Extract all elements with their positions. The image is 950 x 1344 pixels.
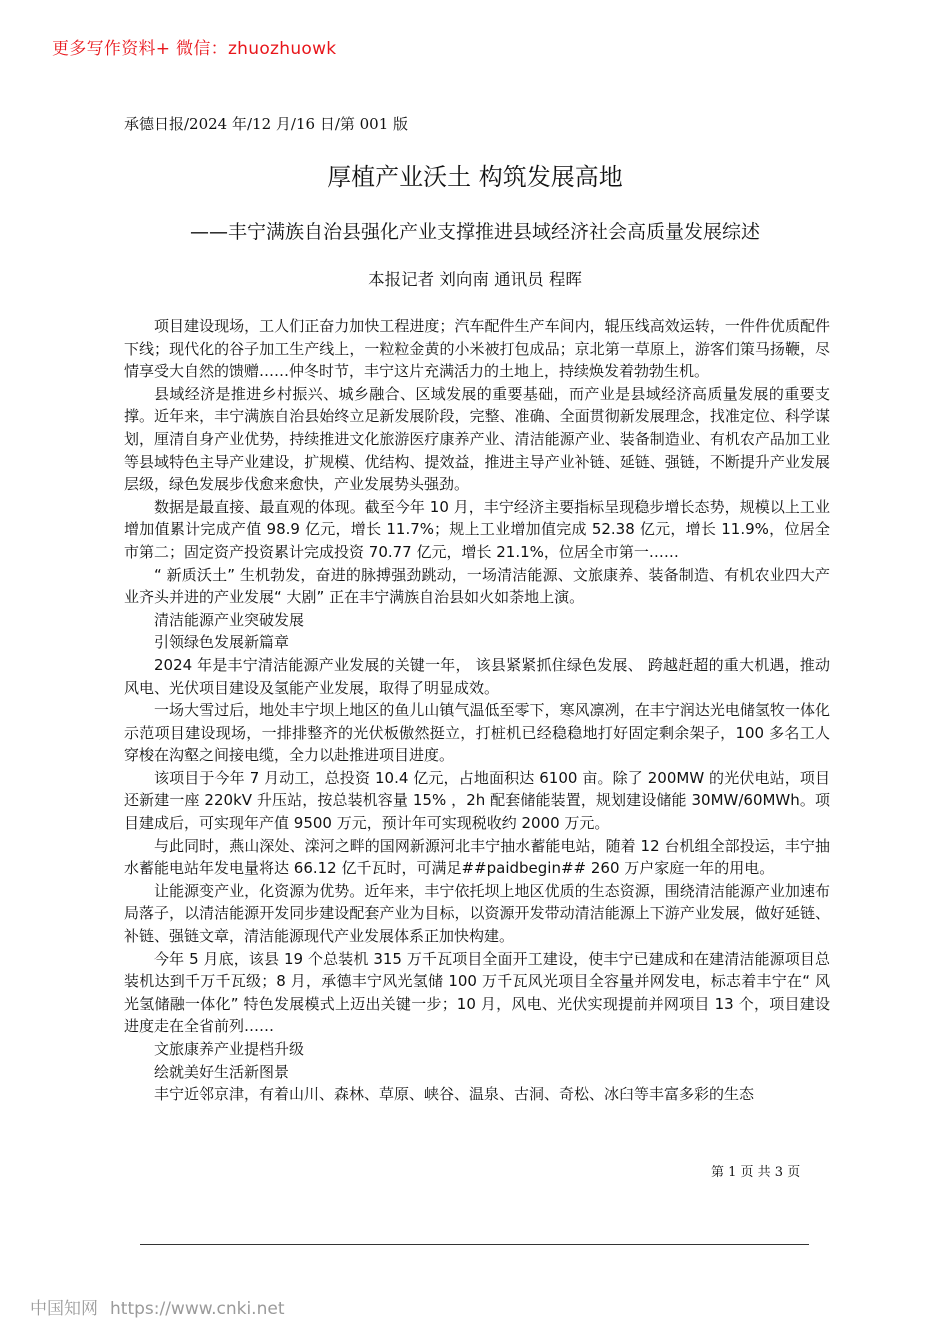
article-title: 厚植产业沃土 构筑发展高地 <box>327 163 623 191</box>
paragraph: 一场大雪过后，地处丰宁坝上地区的鱼儿山镇气温低至零下，寒风凛冽，在丰宁润达光电储氢牧一体化示范项目建设现场，一排排整齐的光伏板傲然挺立，打桩机已经稳稳地打好固定剩余架子，100 多名工人穿梭在沟壑之间接电缆，全力以赴推进项目进度。 <box>124 701 830 765</box>
paragraph: 2024 年是丰宁清洁能源产业发展的关键一年， 该县紧紧抓住绿色发展、 跨越赶超的重大机遇，推动风电、光伏项目建设及氢能产业发展，取得了明显成效。 <box>124 655 830 697</box>
footer-brand: 中国知网 <box>30 1299 98 1319</box>
footer-divider <box>140 1244 809 1245</box>
article-subtitle: ——丰宁满族自治县强化产业支撑推进县域经济社会高质量发展综述 <box>189 221 760 243</box>
page-number: 第 1 页 共 3 页 <box>711 1165 801 1180</box>
paragraph: 丰宁近邻京津，有着山川、森林、草原、峡谷、温泉、古洞、奇松、冰臼等丰富多彩的生态 <box>154 1085 755 1104</box>
paragraph: 今年 5 月底，该县 19 个总装机 315 万千瓦项目全面开工建设，使丰宁已建成和在建清洁能源项目总装机达到千万千瓦级；8 月，承德丰宁风光氢储 100 万千瓦风光项目全容量并网发电，标志着丰宁在“ 风光氢储融一体化” 特色发展模式上迈出关键一步；10 月，风电、光伏实现提前并网项目 13 个，项目建设进度走在全省前列…… <box>124 949 830 1036</box>
paragraph: 项目建设现场，工人们正奋力加快工程进度；汽车配件生产车间内，辊压线高效运转，一件件优质配件下线；现代化的谷子加工生产线上，一粒粒金黄的小米被打包成品；京北第一草原上，游客们策马扬鞭，尽情享受大自然的馈赠……仲冬时节，丰宁这片充满活力的土地上，持续焕发着勃勃生机。 <box>124 317 830 381</box>
section-heading: 文旅康养产业提档升级 <box>154 1040 305 1058</box>
paragraph: 该项目于今年 7 月动工，总投资 10.4 亿元，占地面积达 6100 亩。除了 200MW 的光伏电站，项目还新建一座 220kV 升压站，按总装机容量 15% ，2h 配套储能装置，规划建设储能 30MW/60MWh。项目建成后，可实现年产值 9500 万元，预计年可实现税收约 2000 万元。 <box>124 768 830 833</box>
footer-url[interactable]: https://www.cnki.net <box>110 1299 285 1319</box>
promo-banner: 更多写作资料+ 微信：zhuozhuowk <box>52 39 337 59</box>
article-body <box>124 315 830 1106</box>
publication-meta: 承德日报/2024 年/12 月/16 日/第 001 版 <box>124 115 409 133</box>
section-subheading: 绘就美好生活新图景 <box>154 1062 290 1081</box>
footer-watermark <box>30 1294 284 1319</box>
paragraph: 数据是最直接、最直观的体现。截至今年 10 月，丰宁经济主要指标呈现稳步增长态势，规模以上工业增加值累计完成产值 98.9 亿元，增长 11.7%；规上工业增加值完成 52.38 亿元，增长 11.9%，位居全市第二；固定资产投资累计完成投资 70.77 亿元，增长 21.1%，位居全市第一…… <box>124 497 830 561</box>
paragraph: 与此同时，燕山深处、滦河之畔的国网新源河北丰宁抽水蓄能电站，随着 12 台机组全部投运，丰宁抽水蓄能电站年发电量将达 66.12 亿千瓦时，可满足##paidbegin## 260 万户家庭一年的用电。 <box>124 836 830 878</box>
section-heading: 清洁能源产业突破发展 <box>154 610 305 629</box>
paragraph: 县域经济是推进乡村振兴、城乡融合、区域发展的重要基础，而产业是县域经济高质量发展的重要支撑。近年来，丰宁满族自治县始终立足新发展阶段，完整、准确、全面贯彻新发展理念，找准定位、科学谋划，厘清自身产业优势，持续推进文化旅游医疗康养产业、清洁能源产业、装备制造业、有机农产品加工业等县域特色主导产业建设，扩规模、优结构、提效益，推进主导产业补链、延链、强链，不断提升产业发展层级，绿色发展步伐愈来愈快，产业发展势头强劲。 <box>124 384 830 494</box>
paragraph: 让能源变产业，化资源为优势。近年来，丰宁依托坝上地区优质的生态资源，围绕清洁能源产业加速布局落子，以清洁能源开发同步建设配套产业为目标，以资源开发带动清洁能源上下游产业发展，做好延链、补链、强链文章，清洁能源现代产业发展体系正加快构建。 <box>124 881 830 946</box>
section-subheading: 引领绿色发展新篇章 <box>154 633 290 652</box>
byline: 本报记者 刘向南 通讯员 程晖 <box>368 270 582 289</box>
paragraph: “ 新质沃土” 生机勃发，奋进的脉搏强劲跳动，一场清洁能源、文旅康养、装备制造、有机农业四大产业齐头并进的产业发展“ 大剧” 正在丰宁满族自治县如火如荼地上演。 <box>124 565 830 607</box>
